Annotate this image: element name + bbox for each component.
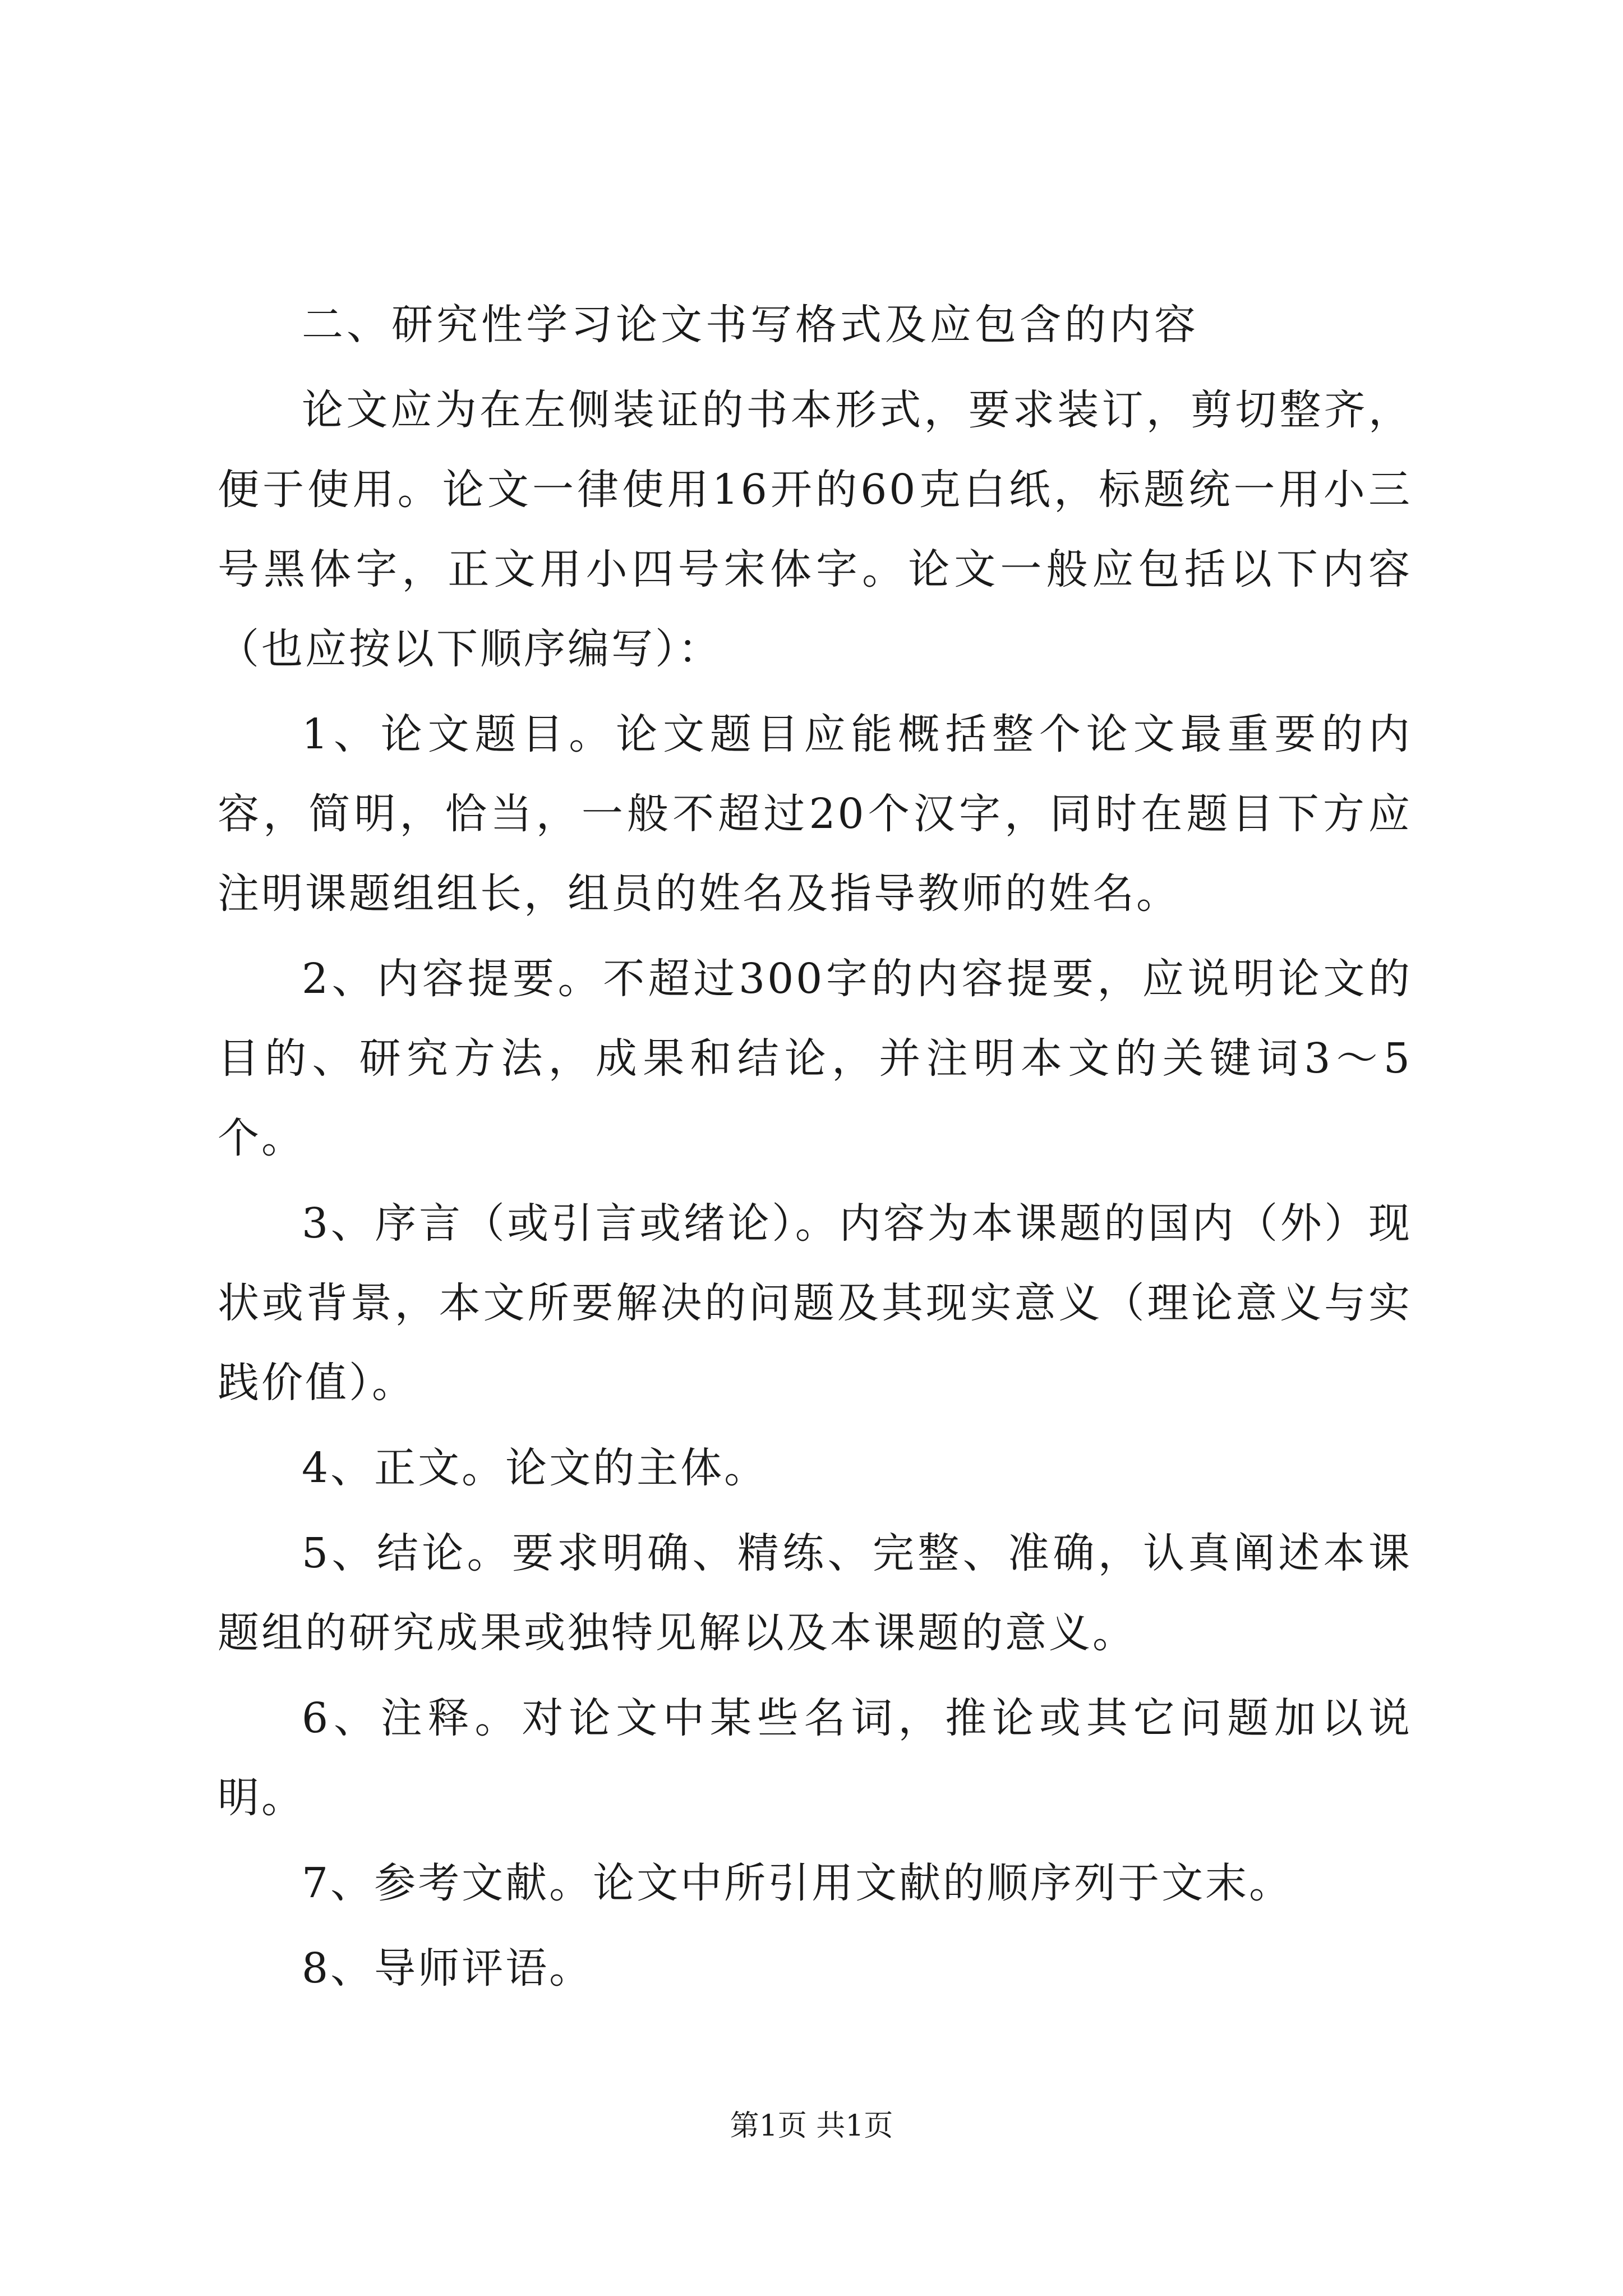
paragraph-item-advisor-comments: 8、导师评语。 bbox=[302, 1944, 593, 1993]
paragraph-item-conclusion: 5、结论。要求明确、精练、完整、准确，认真阐述本课题组的研究成果或独特见解以及本课题的意义。 bbox=[218, 1529, 1412, 1657]
paragraph-item-preface: 3、序言（或引言或绪论）。内容为本课题的国内（外）现状或背景，本文所要解决的问题及其现实意义（理论意义与实践价值）。 bbox=[218, 1199, 1412, 1407]
section-heading: 二、研究性学习论文书写格式及应包含的内容 bbox=[302, 301, 1199, 349]
paragraph-item-abstract: 2、内容提要。不超过300字的内容提要，应说明论文的目的、研究方法，成果和结论，并注明本文的关键词3～5个。 bbox=[218, 955, 1412, 1162]
paragraph-item-body: 4、正文。论文的主体。 bbox=[302, 1444, 768, 1492]
page-number-footer: 第1页 共1页 bbox=[730, 2109, 893, 2143]
paragraph-item-title: 1、论文题目。论文题目应能概括整个论文最重要的内容，简明，恰当，一般不超过20个汉字，同时在题目下方应注明课题组组长，组员的姓名及指导教师的姓名。 bbox=[218, 710, 1412, 918]
paragraph-format-intro: 论文应为在左侧装证的书本形式，要求装订，剪切整齐，便于使用。论文一律使用16开的60克白纸，标题统一用小三号黑体字，正文用小四号宋体字。论文一般应包括以下内容（也应按以下顺序编写）： bbox=[218, 386, 1412, 673]
paragraph-item-references: 7、参考文献。论文中所引用文献的顺序列于文末。 bbox=[302, 1859, 1293, 1907]
document-body bbox=[218, 285, 1412, 2014]
paragraph-item-notes: 6、注释。对论文中某些名词，推论或其它问题加以说明。 bbox=[218, 1694, 1412, 1822]
